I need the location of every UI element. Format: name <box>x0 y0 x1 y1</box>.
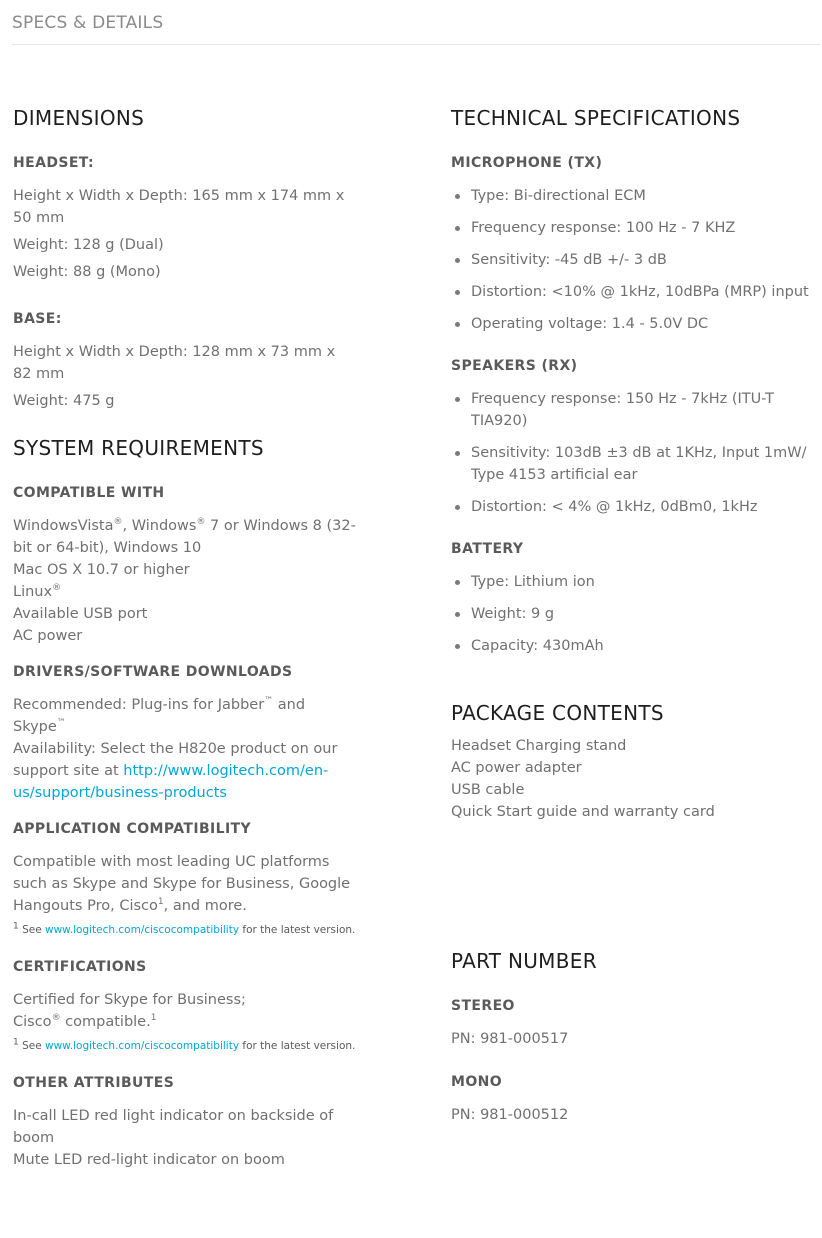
other-line-1: In-call LED red light indicator on backside of boom <box>13 1108 334 1146</box>
list-item: Type: Bi-directional ECM <box>451 185 811 207</box>
bullet-icon <box>455 644 460 649</box>
package-item: USB cable <box>451 782 525 798</box>
package-item: Quick Start guide and warranty card <box>451 804 715 820</box>
other-line-2: Mute LED red-light indicator on boom <box>13 1152 285 1168</box>
package-contents-heading: PACKAGE CONTENTS <box>451 701 664 725</box>
certifications-label: CERTIFICATIONS <box>13 959 147 975</box>
support-site-link[interactable]: http://www.logitech.com/en-us/support/business-products <box>13 763 329 801</box>
package-item: AC power adapter <box>451 760 582 776</box>
list-item: Capacity: 430mAh <box>451 635 811 657</box>
certifications-text <box>13 989 358 1033</box>
base-hwd: Height x Width x Depth: 128 mm x 73 mm x 82 mm <box>13 344 336 382</box>
battery-list <box>451 571 811 657</box>
battery-label: BATTERY <box>451 541 524 557</box>
microphone-list <box>451 185 811 335</box>
drivers-label: DRIVERS/SOFTWARE DOWNLOADS <box>13 664 293 680</box>
mac-line: Mac OS X 10.7 or higher <box>13 562 190 578</box>
cisco-compatibility-link[interactable]: www.logitech.com/ciscocompatibility <box>45 924 240 936</box>
list-item: Frequency response: 150 Hz - 7kHz (ITU-T TIA920) <box>451 388 811 432</box>
stereo-part-number: PN: 981-000517 <box>451 1031 569 1047</box>
cert-footnote: $^1$ See www.logitech.com/ciscocompatibility for the latest version. <box>13 1037 356 1052</box>
microphone-label: MICROPHONE (TX) <box>451 155 603 171</box>
headset-weight-dual: Weight: 128 g (Dual) <box>13 237 164 253</box>
base-label: BASE: <box>13 311 62 327</box>
headset-dimensions <box>13 185 358 283</box>
bullet-icon <box>455 397 460 402</box>
app-compat-text: Compatible with most leading UC platforms such as Skype and Skype for Business, Google Hangouts Pro, Cisco$^1$, and more. <box>13 854 351 914</box>
tech-specs-heading: TECHNICAL SPECIFICATIONS <box>451 106 741 130</box>
recommended-line: Recommended: Plug-ins for Jabber™ and Skype™ <box>13 696 306 735</box>
bullet-icon <box>455 290 460 295</box>
base-weight: Weight: 475 g <box>13 393 115 409</box>
list-item: Operating voltage: 1.4 - 5.0V DC <box>451 313 811 335</box>
bullet-icon <box>455 322 460 327</box>
other-attributes-label: OTHER ATTRIBUTES <box>13 1075 175 1091</box>
speakers-label: SPEAKERS (RX) <box>451 358 578 374</box>
cert-cisco-compatibility-link[interactable]: www.logitech.com/ciscocompatibility <box>45 1040 240 1052</box>
specs-details-title: SPECS & DETAILS <box>12 13 164 33</box>
windows-line: WindowsVista®, Windows® 7 or Windows 8 (32-bit or 64-bit), Windows 10 <box>13 517 356 556</box>
headset-hwd: Height x Width x Depth: 165 mm x 174 mm x 50 mm <box>13 188 345 226</box>
mono-part-number: PN: 981-000512 <box>451 1107 569 1123</box>
ac-line: AC power <box>13 628 83 644</box>
availability-line: Availability: Select the H820e product on our support site at http://www.logitech.com/en-us/support/business-products <box>13 741 338 801</box>
bullet-icon <box>455 580 460 585</box>
list-item: Type: Lithium ion <box>451 571 811 593</box>
part-number-heading: PART NUMBER <box>451 949 597 973</box>
headset-weight-mono: Weight: 88 g (Mono) <box>13 264 161 280</box>
package-contents-list <box>451 735 811 823</box>
list-item: Distortion: <10% @ 1kHz, 10dBPa (MRP) input <box>451 281 811 303</box>
drivers-text <box>13 694 358 804</box>
package-item: Headset Charging stand <box>451 738 627 754</box>
left-column <box>13 100 358 1171</box>
bullet-icon <box>455 612 460 617</box>
cert-line-1: Certified for Skype for Business; <box>13 992 246 1008</box>
bullet-icon <box>455 194 460 199</box>
list-item: Sensitivity: 103dB ±3 dB at 1KHz, Input 1mW/ Type 4153 artificial ear <box>451 442 811 486</box>
list-item: Distortion: < 4% @ 1kHz, 0dBm0, 1kHz <box>451 496 811 518</box>
mono-label: MONO <box>451 1074 503 1090</box>
app-compat-label: APPLICATION COMPATIBILITY <box>13 821 252 837</box>
app-compat-footnote: $^1$ See www.logitech.com/ciscocompatibility for the latest version. <box>13 921 356 936</box>
usb-line: Available USB port <box>13 606 148 622</box>
cert-line-2: Cisco® compatible.$^1$ <box>13 1013 157 1030</box>
right-column <box>451 100 811 1126</box>
compatible-with-label: COMPATIBLE WITH <box>13 485 165 501</box>
linux-line: Linux® <box>13 583 62 600</box>
system-requirements-heading: SYSTEM REQUIREMENTS <box>13 436 264 460</box>
bullet-icon <box>455 258 460 263</box>
compatible-with-list <box>13 515 358 647</box>
stereo-label: STEREO <box>451 998 515 1014</box>
other-attributes-text <box>13 1105 358 1171</box>
bullet-icon <box>455 451 460 456</box>
headset-label: HEADSET: <box>13 155 94 171</box>
dimensions-heading: DIMENSIONS <box>13 106 145 130</box>
list-item: Sensitivity: -45 dB +/- 3 dB <box>451 249 811 271</box>
base-dimensions <box>13 341 358 412</box>
list-item: Weight: 9 g <box>451 603 811 625</box>
list-item: Frequency response: 100 Hz - 7 KHZ <box>451 217 811 239</box>
bullet-icon <box>455 226 460 231</box>
speakers-list <box>451 388 811 518</box>
bullet-icon <box>455 505 460 510</box>
specs-header <box>12 12 820 45</box>
